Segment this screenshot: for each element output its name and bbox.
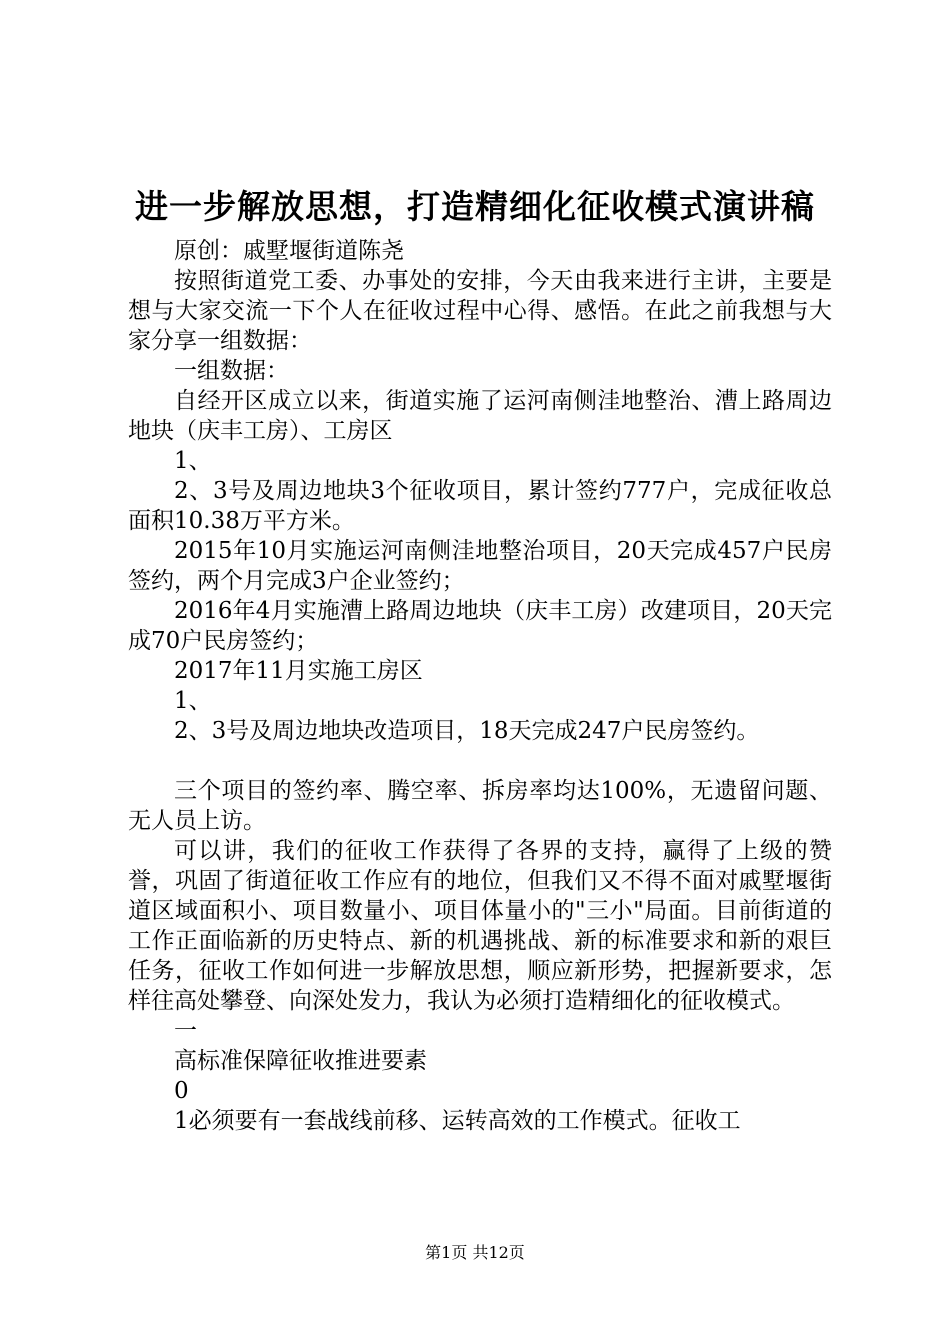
paragraph-rates: 三个项目的签约率、腾空率、拆房率均达100%，无遗留问题、无人员上访。 [128, 778, 832, 834]
paragraph-data-heading: 一组数据： [174, 358, 289, 384]
author-line: 原创：戚墅堰街道陈尧 [174, 238, 404, 264]
section-number: 一 [174, 1018, 197, 1044]
subsection-number: 0 [174, 1078, 189, 1104]
document-body [128, 236, 832, 1136]
paragraph-item-1b: 1、 [174, 688, 212, 714]
paragraph-projects: 自经开区成立以来，街道实施了运河南侧洼地整治、漕上路周边地块（庆丰工房）、工房区 [128, 388, 832, 444]
section-heading: 高标准保障征收推进要素 [174, 1048, 427, 1074]
blank-line [128, 746, 832, 776]
paragraph-2016: 2016年4月实施漕上路周边地块（庆丰工房）改建项目，20天完成70户民房签约； [128, 598, 832, 654]
paragraph-2015: 2015年10月实施运河南侧洼地整治项目，20天完成457户民房签约，两个月完成3户企业签约； [128, 538, 832, 594]
paragraph-2017: 2017年11月实施工房区 [174, 658, 423, 684]
paragraph-item-1a: 1、 [174, 448, 212, 474]
document-title: 进一步解放思想，打造精细化征收模式演讲稿 [135, 187, 815, 226]
paragraph-analysis: 可以讲，我们的征收工作获得了各界的支持，赢得了上级的赞誉，巩固了街道征收工作应有的地位，但我们又不得不面对戚墅堰街道区域面积小、项目数量小、项目体量小的"三小"局面。目前街道的工作正面临新的历史特点、新的机遇挑战、新的标准要求和新的艰巨任务，征收工作如何进一步解放思想，顺应新形势，把握新要求，怎样往高处攀登、向深处发力，我认为必须打造精细化的征收模式。 [128, 838, 832, 1014]
paragraph-work-mode: 1必须要有一套战线前移、运转高效的工作模式。征收工 [174, 1108, 741, 1134]
page-footer: 第1页 共12页 [425, 1243, 525, 1262]
paragraph-intro: 按照街道党工委、办事处的安排，今天由我来进行主讲，主要是想与大家交流一下个人在征收过程中心得、感悟。在此之前我想与大家分享一组数据： [128, 268, 832, 354]
paragraph-item-2b: 2、3号及周边地块改造项目，18天完成247户民房签约。 [174, 718, 760, 744]
paragraph-item-2a: 2、3号及周边地块3个征收项目，累计签约777户，完成征收总面积10.38万平方米。 [128, 478, 832, 534]
